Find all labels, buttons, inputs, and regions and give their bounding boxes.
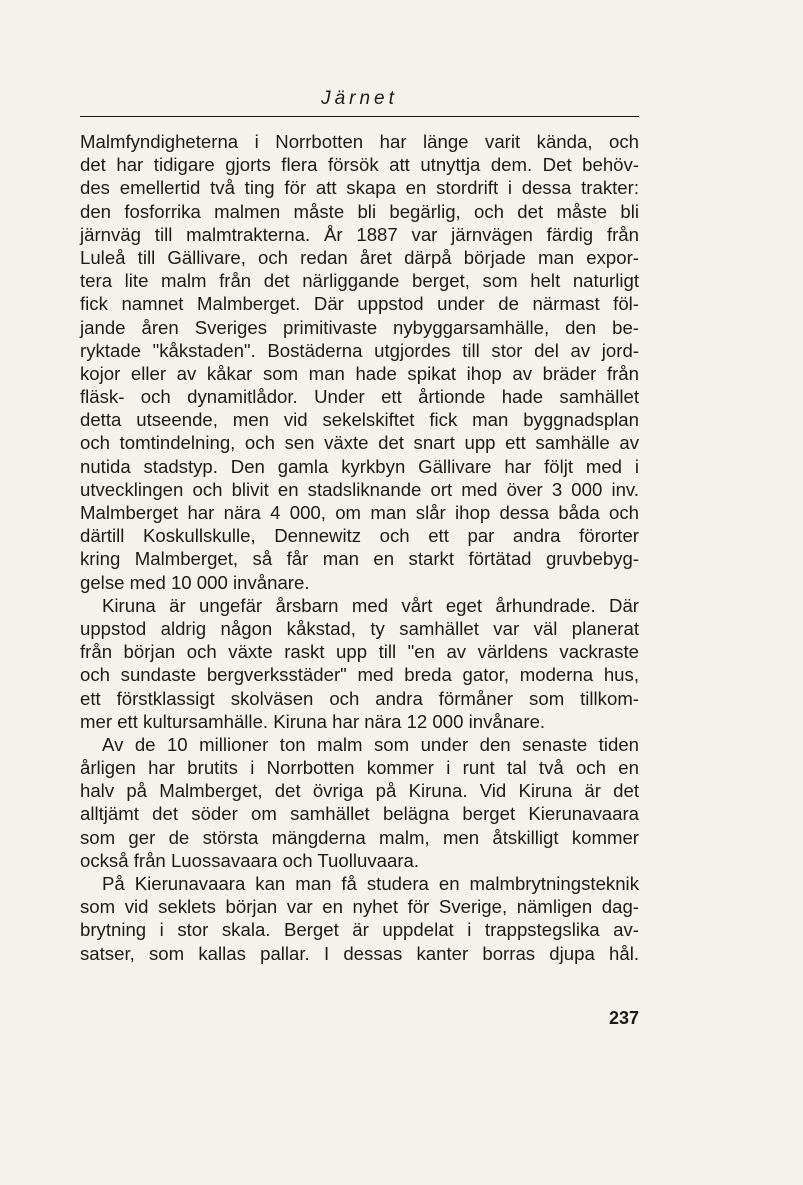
text-line: nutida stadstyp. Den gamla kyrkbyn Gällivare har följt med i xyxy=(80,455,639,477)
text-line: som vid seklets början var en nyhet för Sverige, nämligen dag- xyxy=(80,896,639,918)
text-line: därtill Koskullskulle, Dennewitz och ett par andra förorter xyxy=(80,525,639,547)
text-line: kojor eller av kåkar som man hade spikat ihop av bräder från xyxy=(80,362,639,384)
text-line: också från Luossavaara och Tuolluvaara. xyxy=(80,849,420,871)
text-line: kring Malmberget, så får man en starkt förtätad gruvbebyg- xyxy=(80,548,639,570)
text-line: ryktade "kåkstaden". Bostäderna utgjordes till stor del av jord- xyxy=(80,339,639,361)
text-line: brytning i stor skala. Berget är uppdelat i trappstegslika av- xyxy=(80,919,639,941)
text-line: järnväg till malmtrakterna. År 1887 var järnvägen färdig från xyxy=(80,223,639,245)
text-line: årligen har brutits i Norrbotten kommer i runt tal två och en xyxy=(80,757,639,779)
text-line: den fosforrika malmen måste bli begärlig, och det måste bli xyxy=(80,200,639,222)
text-line: det har tidigare gjorts flera försök att utnyttja dem. Det behöv- xyxy=(80,154,639,176)
text-line: satser, som kallas pallar. I dessas kanter borras djupa hål. xyxy=(80,942,639,964)
text-line: Malmfyndigheterna i Norrbotten har länge varit kända, och xyxy=(80,131,639,152)
text-line: des emellertid två ting för att skapa en stordrift i dessa trakter: xyxy=(80,177,639,199)
text-line: som ger de största mängderna malm, men åtskilligt kommer xyxy=(80,826,639,848)
text-line: jande åren Sveriges primitivaste nybyggarsamhälle, den be- xyxy=(80,316,639,338)
text-line: och sundaste bergverksstäder" med breda gator, moderna hus, xyxy=(80,664,639,686)
text-line: gelse med 10 000 invånare. xyxy=(80,571,310,593)
text-line: och tomtindelning, och sen växte det snart upp ett samhälle av xyxy=(80,432,639,454)
text-line: tera lite malm från det närliggande berget, som helt naturligt xyxy=(80,270,639,292)
text-line: Luleå till Gällivare, och redan året därpå började man expor- xyxy=(80,246,639,268)
text-line: mer ett kultursamhälle. Kiruna har nära 12 000 invånare. xyxy=(80,710,546,732)
text-line: ett förstklassigt skolväsen och andra förmåner som tillkom- xyxy=(80,687,639,709)
text-line: På Kierunavaara kan man få studera en malmbrytningsteknik xyxy=(102,873,639,894)
text-line: Kiruna är ungefär årsbarn med vårt eget århundrade. Där xyxy=(102,594,639,616)
text-line: fläsk- och dynamitlådor. Under ett årtionde hade samhället xyxy=(80,386,639,408)
text-line: detta utseende, men vid sekelskiftet fick man byggnadsplan xyxy=(80,409,639,431)
text-line: alltjämt det söder om samhället belägna berget Kierunavaara xyxy=(80,803,639,825)
running-header: Järnet xyxy=(321,88,398,109)
header-rule xyxy=(80,116,639,117)
text-line: halv på Malmberget, det övriga på Kiruna. Vid Kiruna är det xyxy=(80,780,639,802)
text-line: fick namnet Malmberget. Där uppstod under de närmast föl- xyxy=(80,293,639,315)
text-line: från början och växte raskt upp till "en av världens vackraste xyxy=(80,641,639,663)
text-line: Malmberget har nära 4 000, om man slår ihop dessa båda och xyxy=(80,502,639,523)
text-line: uppstod aldrig någon kåkstad, ty samhället var väl planerat xyxy=(80,617,639,639)
text-line: Av de 10 millioner ton malm som under den senaste tiden xyxy=(102,733,639,755)
body-text xyxy=(80,130,639,965)
text-line: utvecklingen och blivit en stadsliknande ort med över 3 000 inv. xyxy=(80,478,639,500)
page-number: 237 xyxy=(608,1008,639,1028)
